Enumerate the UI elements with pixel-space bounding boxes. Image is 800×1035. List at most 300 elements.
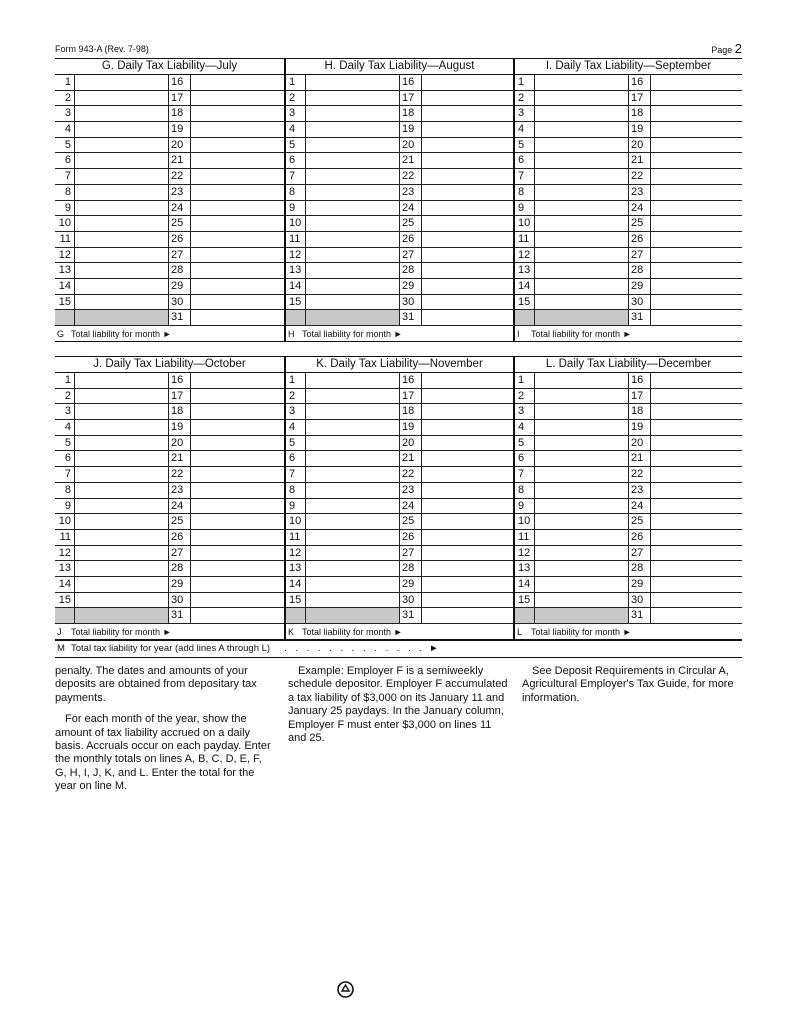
month-header: H. Daily Tax Liability—August bbox=[286, 59, 513, 75]
amount-field[interactable] bbox=[422, 530, 513, 545]
amount-field[interactable] bbox=[191, 593, 284, 608]
day-number bbox=[515, 608, 535, 623]
day-number: 3 bbox=[286, 106, 306, 121]
amount-field[interactable] bbox=[535, 577, 629, 592]
arrow-icon: ► bbox=[162, 329, 172, 339]
amount-field[interactable] bbox=[191, 404, 284, 419]
amount-field[interactable] bbox=[651, 138, 742, 153]
day-number: 18 bbox=[629, 404, 651, 419]
day-number: 13 bbox=[286, 263, 306, 278]
day-number: 8 bbox=[515, 483, 535, 498]
amount-field[interactable] bbox=[75, 373, 169, 388]
table-row bbox=[55, 263, 284, 279]
amount-field[interactable] bbox=[422, 561, 513, 576]
amount-field[interactable] bbox=[306, 216, 400, 231]
amount-field[interactable] bbox=[306, 404, 400, 419]
amount-field[interactable] bbox=[191, 436, 284, 451]
day-number: 16 bbox=[629, 75, 651, 90]
day-number: 16 bbox=[400, 373, 422, 388]
amount-field[interactable] bbox=[535, 593, 629, 608]
amount-field[interactable] bbox=[75, 106, 169, 121]
day-number: 18 bbox=[169, 404, 191, 419]
amount-field[interactable] bbox=[651, 499, 742, 514]
amount-field[interactable] bbox=[75, 232, 169, 247]
day-number: 25 bbox=[400, 514, 422, 529]
amount-field[interactable] bbox=[422, 483, 513, 498]
day-number: 17 bbox=[169, 389, 191, 404]
amount-field[interactable] bbox=[191, 467, 284, 482]
day-number: 6 bbox=[286, 153, 306, 168]
day-number: 12 bbox=[286, 546, 306, 561]
day-number: 3 bbox=[286, 404, 306, 419]
amount-field[interactable] bbox=[191, 91, 284, 106]
table-row bbox=[286, 216, 513, 232]
amount-field[interactable] bbox=[191, 122, 284, 137]
amount-field[interactable] bbox=[422, 122, 513, 137]
day-number: 27 bbox=[169, 248, 191, 263]
table-row bbox=[286, 420, 513, 436]
day-number: 21 bbox=[169, 153, 191, 168]
amount-field[interactable] bbox=[306, 91, 400, 106]
amount-field[interactable] bbox=[651, 608, 742, 623]
amount-field[interactable] bbox=[651, 546, 742, 561]
amount-field[interactable] bbox=[535, 404, 629, 419]
day-number: 17 bbox=[169, 91, 191, 106]
amount-field[interactable] bbox=[535, 201, 629, 216]
total-liability-row[interactable] bbox=[515, 624, 742, 640]
day-number: 27 bbox=[400, 248, 422, 263]
amount-field[interactable] bbox=[535, 295, 629, 310]
table-row bbox=[55, 499, 284, 515]
amount-field[interactable] bbox=[535, 169, 629, 184]
amount-field[interactable] bbox=[191, 106, 284, 121]
amount-field[interactable] bbox=[75, 295, 169, 310]
amount-field[interactable] bbox=[651, 185, 742, 200]
day-number: 26 bbox=[629, 232, 651, 247]
day-number: 14 bbox=[515, 577, 535, 592]
amount-field[interactable] bbox=[75, 530, 169, 545]
day-number: 7 bbox=[55, 467, 75, 482]
amount-field[interactable] bbox=[535, 122, 629, 137]
recycle-symbol-icon bbox=[337, 981, 354, 998]
day-number: 22 bbox=[629, 467, 651, 482]
amount-field[interactable] bbox=[422, 436, 513, 451]
amount-field[interactable] bbox=[75, 310, 169, 325]
amount-field[interactable] bbox=[75, 91, 169, 106]
amount-field[interactable] bbox=[422, 232, 513, 247]
amount-field[interactable] bbox=[651, 310, 742, 325]
amount-field[interactable] bbox=[191, 263, 284, 278]
day-number: 11 bbox=[286, 232, 306, 247]
total-liability-row[interactable] bbox=[286, 326, 513, 342]
amount-field[interactable] bbox=[306, 436, 400, 451]
amount-field[interactable] bbox=[75, 499, 169, 514]
amount-field[interactable] bbox=[75, 436, 169, 451]
amount-field[interactable] bbox=[75, 185, 169, 200]
amount-field[interactable] bbox=[422, 263, 513, 278]
amount-field[interactable] bbox=[191, 185, 284, 200]
amount-field[interactable] bbox=[191, 169, 284, 184]
amount-field[interactable] bbox=[422, 499, 513, 514]
amount-field[interactable] bbox=[306, 279, 400, 294]
table-row bbox=[286, 514, 513, 530]
amount-field[interactable] bbox=[191, 499, 284, 514]
amount-field[interactable] bbox=[306, 263, 400, 278]
amount-field[interactable] bbox=[651, 216, 742, 231]
amount-field[interactable] bbox=[422, 106, 513, 121]
day-number: 4 bbox=[515, 420, 535, 435]
amount-field[interactable] bbox=[191, 279, 284, 294]
amount-field[interactable] bbox=[535, 279, 629, 294]
amount-field[interactable] bbox=[75, 451, 169, 466]
amount-field[interactable] bbox=[422, 91, 513, 106]
table-row bbox=[515, 310, 742, 326]
amount-field[interactable] bbox=[422, 404, 513, 419]
table-row bbox=[515, 483, 742, 499]
amount-field[interactable] bbox=[75, 248, 169, 263]
table-row bbox=[286, 561, 513, 577]
amount-field[interactable] bbox=[306, 248, 400, 263]
day-number: 27 bbox=[629, 248, 651, 263]
amount-field[interactable] bbox=[535, 91, 629, 106]
day-number bbox=[515, 310, 535, 325]
amount-field[interactable] bbox=[651, 577, 742, 592]
amount-field[interactable] bbox=[191, 201, 284, 216]
amount-field[interactable] bbox=[651, 122, 742, 137]
amount-field[interactable] bbox=[75, 483, 169, 498]
table-row bbox=[286, 138, 513, 154]
amount-field[interactable] bbox=[422, 216, 513, 231]
day-number: 6 bbox=[286, 451, 306, 466]
amount-field[interactable] bbox=[422, 389, 513, 404]
amount-field[interactable] bbox=[306, 608, 400, 623]
amount-field[interactable] bbox=[75, 169, 169, 184]
day-number: 23 bbox=[400, 483, 422, 498]
day-number: 21 bbox=[400, 451, 422, 466]
day-number: 20 bbox=[400, 138, 422, 153]
amount-field[interactable] bbox=[306, 514, 400, 529]
day-number: 9 bbox=[515, 201, 535, 216]
amount-field[interactable] bbox=[191, 546, 284, 561]
amount-field[interactable] bbox=[422, 451, 513, 466]
day-number: 31 bbox=[400, 608, 422, 623]
amount-field[interactable] bbox=[535, 530, 629, 545]
total-liability-row[interactable] bbox=[286, 624, 513, 640]
day-number: 4 bbox=[286, 420, 306, 435]
amount-field[interactable] bbox=[535, 420, 629, 435]
amount-field[interactable] bbox=[306, 546, 400, 561]
amount-field[interactable] bbox=[75, 122, 169, 137]
amount-field[interactable] bbox=[422, 373, 513, 388]
amount-field[interactable] bbox=[75, 561, 169, 576]
amount-field[interactable] bbox=[422, 185, 513, 200]
amount-field[interactable] bbox=[651, 106, 742, 121]
amount-field[interactable] bbox=[422, 75, 513, 90]
day-number: 17 bbox=[400, 91, 422, 106]
amount-field[interactable] bbox=[651, 248, 742, 263]
table-row bbox=[55, 75, 284, 91]
table-october-december bbox=[55, 356, 742, 658]
amount-field[interactable] bbox=[422, 577, 513, 592]
amount-field[interactable] bbox=[75, 153, 169, 168]
amount-field[interactable] bbox=[191, 420, 284, 435]
amount-field[interactable] bbox=[75, 279, 169, 294]
amount-field[interactable] bbox=[535, 389, 629, 404]
amount-field[interactable] bbox=[306, 373, 400, 388]
month-block bbox=[284, 357, 513, 640]
amount-field[interactable] bbox=[651, 530, 742, 545]
day-number: 24 bbox=[400, 201, 422, 216]
amount-field[interactable] bbox=[191, 483, 284, 498]
amount-field[interactable] bbox=[306, 106, 400, 121]
amount-field[interactable] bbox=[651, 201, 742, 216]
amount-field[interactable] bbox=[75, 514, 169, 529]
amount-field[interactable] bbox=[191, 232, 284, 247]
amount-field[interactable] bbox=[306, 153, 400, 168]
day-number: 18 bbox=[169, 106, 191, 121]
amount-field[interactable] bbox=[306, 75, 400, 90]
amount-field[interactable] bbox=[651, 389, 742, 404]
table-july-september bbox=[55, 58, 742, 342]
amount-field[interactable] bbox=[75, 467, 169, 482]
arrow-icon: ► bbox=[162, 627, 172, 637]
amount-field[interactable] bbox=[191, 295, 284, 310]
table-row bbox=[515, 201, 742, 217]
table-row bbox=[286, 310, 513, 326]
amount-field[interactable] bbox=[535, 451, 629, 466]
amount-field[interactable] bbox=[306, 389, 400, 404]
table-row bbox=[515, 530, 742, 546]
table-row bbox=[286, 279, 513, 295]
line-letter: J bbox=[57, 627, 62, 637]
amount-field[interactable] bbox=[306, 420, 400, 435]
day-number: 1 bbox=[286, 373, 306, 388]
amount-field[interactable] bbox=[651, 404, 742, 419]
amount-field[interactable] bbox=[422, 467, 513, 482]
day-number: 24 bbox=[400, 499, 422, 514]
table-row bbox=[286, 608, 513, 624]
month-header: K. Daily Tax Liability—November bbox=[286, 357, 513, 373]
day-number: 2 bbox=[286, 91, 306, 106]
amount-field[interactable] bbox=[75, 404, 169, 419]
table-row bbox=[286, 106, 513, 122]
amount-field[interactable] bbox=[75, 201, 169, 216]
amount-field[interactable] bbox=[306, 451, 400, 466]
line-letter: L bbox=[517, 627, 523, 637]
amount-field[interactable] bbox=[422, 514, 513, 529]
amount-field[interactable] bbox=[422, 279, 513, 294]
day-number: 30 bbox=[400, 295, 422, 310]
amount-field[interactable] bbox=[75, 75, 169, 90]
day-number: 15 bbox=[55, 295, 75, 310]
amount-field[interactable] bbox=[651, 295, 742, 310]
table-row bbox=[286, 451, 513, 467]
day-number bbox=[55, 310, 75, 325]
amount-field[interactable] bbox=[422, 420, 513, 435]
day-number: 2 bbox=[515, 91, 535, 106]
amount-field[interactable] bbox=[422, 248, 513, 263]
amount-field[interactable] bbox=[651, 593, 742, 608]
amount-field[interactable] bbox=[535, 561, 629, 576]
amount-field[interactable] bbox=[191, 608, 284, 623]
amount-field[interactable] bbox=[651, 279, 742, 294]
total-liability-row[interactable] bbox=[515, 326, 742, 342]
amount-field[interactable] bbox=[651, 232, 742, 247]
instruction-paragraph: penalty. The dates and amounts of your deposits are obtained from depositary tax payments. bbox=[55, 665, 257, 704]
amount-field[interactable] bbox=[422, 546, 513, 561]
amount-field[interactable] bbox=[422, 593, 513, 608]
amount-field[interactable] bbox=[651, 373, 742, 388]
table-row bbox=[515, 561, 742, 577]
amount-field[interactable] bbox=[306, 593, 400, 608]
amount-field[interactable] bbox=[651, 75, 742, 90]
amount-field[interactable] bbox=[306, 232, 400, 247]
amount-field[interactable] bbox=[191, 248, 284, 263]
amount-field[interactable] bbox=[535, 106, 629, 121]
amount-field[interactable] bbox=[535, 248, 629, 263]
amount-field[interactable] bbox=[651, 561, 742, 576]
day-number: 14 bbox=[515, 279, 535, 294]
amount-field[interactable] bbox=[535, 263, 629, 278]
amount-field[interactable] bbox=[306, 577, 400, 592]
amount-field[interactable] bbox=[306, 201, 400, 216]
amount-field[interactable] bbox=[191, 373, 284, 388]
amount-field[interactable] bbox=[535, 499, 629, 514]
amount-field[interactable] bbox=[306, 185, 400, 200]
amount-field[interactable] bbox=[651, 467, 742, 482]
day-number: 14 bbox=[286, 279, 306, 294]
day-number: 11 bbox=[515, 530, 535, 545]
amount-field[interactable] bbox=[306, 467, 400, 482]
amount-field[interactable] bbox=[535, 185, 629, 200]
amount-field[interactable] bbox=[191, 577, 284, 592]
amount-field[interactable] bbox=[75, 593, 169, 608]
amount-field[interactable] bbox=[651, 451, 742, 466]
day-number: 12 bbox=[55, 248, 75, 263]
amount-field[interactable] bbox=[535, 153, 629, 168]
day-number: 2 bbox=[286, 389, 306, 404]
day-number: 11 bbox=[55, 232, 75, 247]
amount-field[interactable] bbox=[191, 75, 284, 90]
amount-field[interactable] bbox=[191, 514, 284, 529]
month-block bbox=[513, 59, 742, 342]
amount-field[interactable] bbox=[306, 310, 400, 325]
amount-field[interactable] bbox=[306, 169, 400, 184]
amount-field[interactable] bbox=[75, 577, 169, 592]
amount-field[interactable] bbox=[191, 153, 284, 168]
amount-field[interactable] bbox=[191, 451, 284, 466]
amount-field[interactable] bbox=[306, 483, 400, 498]
amount-field[interactable] bbox=[535, 483, 629, 498]
amount-field[interactable] bbox=[535, 436, 629, 451]
amount-field[interactable] bbox=[422, 201, 513, 216]
amount-field[interactable] bbox=[306, 561, 400, 576]
total-liability-row[interactable] bbox=[55, 326, 284, 342]
amount-field[interactable] bbox=[422, 608, 513, 623]
amount-field[interactable] bbox=[651, 436, 742, 451]
day-number: 30 bbox=[400, 593, 422, 608]
amount-field[interactable] bbox=[75, 420, 169, 435]
amount-field[interactable] bbox=[535, 75, 629, 90]
amount-field[interactable] bbox=[75, 546, 169, 561]
day-number: 28 bbox=[400, 263, 422, 278]
amount-field[interactable] bbox=[651, 169, 742, 184]
amount-field[interactable] bbox=[306, 530, 400, 545]
amount-field[interactable] bbox=[422, 295, 513, 310]
amount-field[interactable] bbox=[191, 138, 284, 153]
amount-field[interactable] bbox=[535, 310, 629, 325]
day-number: 9 bbox=[55, 201, 75, 216]
amount-field[interactable] bbox=[75, 138, 169, 153]
amount-field[interactable] bbox=[535, 514, 629, 529]
day-number: 3 bbox=[55, 404, 75, 419]
amount-field[interactable] bbox=[651, 514, 742, 529]
amount-field[interactable] bbox=[535, 138, 629, 153]
amount-field[interactable] bbox=[306, 295, 400, 310]
amount-field[interactable] bbox=[535, 373, 629, 388]
day-number: 28 bbox=[629, 561, 651, 576]
amount-field[interactable] bbox=[191, 561, 284, 576]
amount-field[interactable] bbox=[422, 138, 513, 153]
day-number: 26 bbox=[400, 530, 422, 545]
day-number: 20 bbox=[169, 138, 191, 153]
table-row bbox=[515, 122, 742, 138]
amount-field[interactable] bbox=[306, 122, 400, 137]
table-row bbox=[55, 310, 284, 326]
day-number: 18 bbox=[400, 106, 422, 121]
amount-field[interactable] bbox=[306, 138, 400, 153]
total-year-row[interactable] bbox=[55, 640, 742, 658]
amount-field[interactable] bbox=[75, 389, 169, 404]
amount-field[interactable] bbox=[75, 608, 169, 623]
day-number: 28 bbox=[400, 561, 422, 576]
table-row bbox=[515, 295, 742, 311]
amount-field[interactable] bbox=[651, 263, 742, 278]
total-liability-row[interactable] bbox=[55, 624, 284, 640]
amount-field[interactable] bbox=[422, 310, 513, 325]
amount-field[interactable] bbox=[191, 389, 284, 404]
amount-field[interactable] bbox=[191, 216, 284, 231]
amount-field[interactable] bbox=[191, 310, 284, 325]
day-number: 7 bbox=[55, 169, 75, 184]
day-number: 2 bbox=[515, 389, 535, 404]
amount-field[interactable] bbox=[535, 232, 629, 247]
amount-field[interactable] bbox=[75, 216, 169, 231]
table-row bbox=[286, 467, 513, 483]
total-label: Total liability for month bbox=[71, 627, 161, 637]
table-row bbox=[55, 248, 284, 264]
amount-field[interactable] bbox=[422, 169, 513, 184]
table-row bbox=[286, 499, 513, 515]
day-number bbox=[286, 310, 306, 325]
amount-field[interactable] bbox=[651, 91, 742, 106]
amount-field[interactable] bbox=[75, 263, 169, 278]
amount-field[interactable] bbox=[306, 499, 400, 514]
table-row bbox=[55, 467, 284, 483]
amount-field[interactable] bbox=[535, 467, 629, 482]
amount-field[interactable] bbox=[651, 420, 742, 435]
amount-field[interactable] bbox=[651, 153, 742, 168]
amount-field[interactable] bbox=[535, 608, 629, 623]
table-row bbox=[286, 295, 513, 311]
amount-field[interactable] bbox=[535, 216, 629, 231]
amount-field[interactable] bbox=[422, 153, 513, 168]
amount-field[interactable] bbox=[651, 483, 742, 498]
day-number: 19 bbox=[400, 420, 422, 435]
amount-field[interactable] bbox=[191, 530, 284, 545]
amount-field[interactable] bbox=[535, 546, 629, 561]
total-label: Total liability for month bbox=[71, 329, 161, 339]
